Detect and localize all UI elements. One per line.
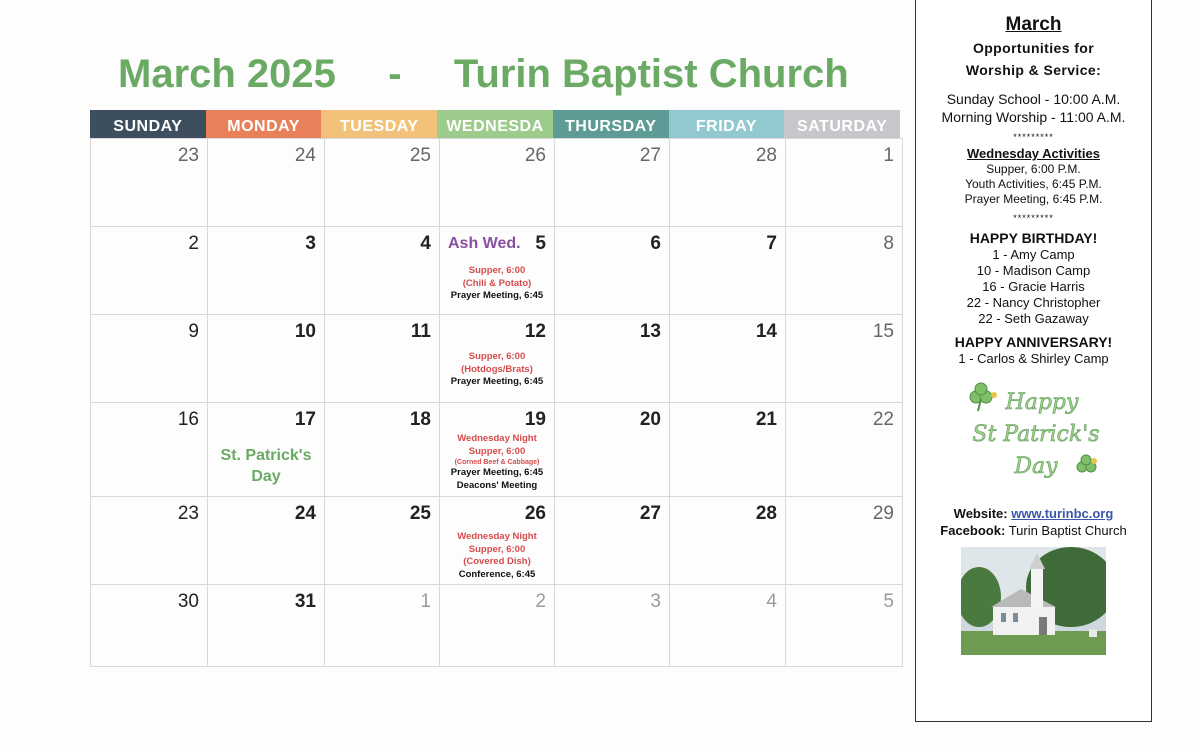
day-cell: [670, 315, 786, 403]
day-number: 22: [872, 409, 894, 430]
event-line: (Hotdogs/Brats): [461, 363, 533, 375]
event-line: Prayer Meeting, 6:45: [450, 290, 544, 301]
day-cell: [786, 403, 903, 497]
anniversary-heading: HAPPY ANNIVERSARY!: [954, 334, 1113, 350]
day-number: 6: [650, 233, 661, 254]
day-number: 31: [294, 591, 316, 612]
day-cell: [208, 497, 325, 585]
day-cell: [91, 497, 208, 585]
event-block: [440, 351, 554, 389]
day-number: 4: [420, 233, 431, 254]
title-month: March 2025: [118, 52, 336, 96]
day-number: 28: [755, 145, 777, 166]
day-cell: [670, 497, 786, 585]
day-number: 23: [177, 503, 199, 524]
church-photo: [961, 547, 1106, 655]
day-cell: [555, 139, 670, 227]
day-number: 26: [524, 145, 546, 166]
birthday-item: 16 - Gracie Harris: [982, 279, 1085, 294]
day-cell: [208, 315, 325, 403]
day-number: 5: [535, 233, 546, 254]
day-cell: [208, 585, 325, 667]
weekday-friday: FRIDAY: [669, 110, 785, 138]
day-cell: [786, 227, 903, 315]
event-line: Supper, 6:00: [468, 265, 526, 276]
st-patricks-day-label: [208, 445, 324, 487]
weekday-wednesday: WEDNESDA: [437, 110, 553, 138]
day-number: 20: [639, 409, 661, 430]
calendar-title: [118, 52, 849, 97]
gold-dot-icon: [1091, 458, 1097, 464]
event-line: Supper, 6:00: [468, 445, 526, 457]
sidebar-opp-line2: Worship & Service:: [965, 62, 1102, 78]
day-number: 1: [883, 145, 894, 166]
day-number: 24: [294, 145, 316, 166]
day-number: 30: [177, 591, 199, 612]
day-number: 21: [755, 409, 777, 430]
day-number: 1: [420, 591, 431, 612]
ash-wednesday-label: Ash Wed.: [448, 235, 521, 252]
event-line: Deacons' Meeting: [456, 479, 538, 491]
weekday-tuesday: TUESDAY: [321, 110, 437, 138]
event-block: [440, 265, 554, 303]
birthday-item: 10 - Madison Camp: [976, 263, 1091, 278]
weekday-thursday: THURSDAY: [553, 110, 669, 138]
event-line: (Chili & Potato): [462, 277, 532, 289]
day-cell: [670, 139, 786, 227]
day-cell: [786, 585, 903, 667]
event-line: Wednesday Night: [457, 531, 537, 542]
day-number: 12: [524, 321, 546, 342]
st-patricks-day-art: [964, 381, 1104, 491]
calendar-grid: [90, 138, 903, 667]
day-cell: [786, 139, 903, 227]
event-block: [440, 433, 554, 492]
art-text-happy: Happy: [1005, 390, 1078, 415]
day-cell: [670, 227, 786, 315]
event-line: Wednesday Night: [457, 433, 537, 444]
divider-stars: *********: [1013, 132, 1054, 142]
day-number: 13: [639, 321, 661, 342]
event-line: Prayer Meeting, 6:45: [450, 467, 544, 478]
day-number: 27: [639, 145, 661, 166]
day-cell: [555, 315, 670, 403]
divider-stars-2: *********: [1013, 213, 1054, 223]
weekday-monday: MONDAY: [206, 110, 322, 138]
day-number: 19: [524, 409, 546, 430]
event-line: (Covered Dish): [463, 556, 531, 567]
day-number: 14: [755, 321, 777, 342]
day-cell: [555, 585, 670, 667]
day-cell: [440, 497, 555, 585]
day-cell: [555, 497, 670, 585]
day-number: 15: [872, 321, 894, 342]
shamrock-icon: [970, 383, 992, 411]
day-cell: [670, 403, 786, 497]
morning-worship: Morning Worship - 11:00 A.M.: [941, 109, 1126, 125]
day-cell: [440, 227, 555, 315]
day-cell: [208, 227, 325, 315]
day-number: 3: [650, 591, 661, 612]
day-cell: [91, 315, 208, 403]
st-patricks-line1: St. Patrick's: [220, 447, 312, 464]
day-number: 8: [883, 233, 894, 254]
day-number: 27: [639, 503, 661, 524]
day-cell: [325, 139, 440, 227]
day-cell: [670, 585, 786, 667]
birthday-item: 22 - Seth Gazaway: [978, 311, 1089, 326]
weekday-sunday: SUNDAY: [90, 110, 206, 138]
day-cell: [325, 585, 440, 667]
day-number: 18: [409, 409, 431, 430]
day-number: 29: [872, 503, 894, 524]
day-cell: [555, 403, 670, 497]
day-cell: [440, 139, 555, 227]
day-cell: [91, 585, 208, 667]
day-cell: [440, 403, 555, 497]
website-line: [916, 505, 1151, 522]
weekday-header: [90, 110, 900, 138]
day-cell: [325, 315, 440, 403]
facebook-label: Facebook:: [940, 523, 1006, 538]
day-cell: [786, 315, 903, 403]
day-number: 5: [883, 591, 894, 612]
day-cell: [91, 403, 208, 497]
art-text-stpatricks: St Patrick's: [971, 422, 1100, 447]
event-line: Prayer Meeting, 6:45: [450, 376, 544, 387]
day-number: 9: [188, 321, 199, 342]
day-number: 25: [409, 145, 431, 166]
weekday-saturday: SATURDAY: [784, 110, 900, 138]
wednesday-activities-heading: Wednesday Activities: [967, 146, 1100, 161]
wed-prayer: Prayer Meeting, 6:45 P.M.: [964, 192, 1103, 206]
title-church: Turin Baptist Church: [453, 52, 849, 96]
day-number: 25: [409, 503, 431, 524]
event-line: Supper, 6:00: [468, 543, 526, 555]
day-number: 2: [188, 233, 199, 254]
event-block: [440, 531, 554, 581]
day-cell: [91, 139, 208, 227]
day-cell: [325, 497, 440, 585]
birthday-item: 22 - Nancy Christopher: [966, 295, 1101, 310]
day-cell: [325, 403, 440, 497]
facebook-line: [916, 522, 1151, 539]
sidebar-month: March: [1005, 14, 1062, 35]
day-number: 3: [305, 233, 316, 254]
day-cell: [440, 315, 555, 403]
website-link[interactable]: www.turinbc.org: [1011, 506, 1114, 521]
day-number: 16: [177, 409, 199, 430]
day-number: 23: [177, 145, 199, 166]
day-cell: [91, 227, 208, 315]
day-cell: [555, 227, 670, 315]
wed-youth: Youth Activities, 6:45 P.M.: [965, 177, 1102, 191]
day-cell: [325, 227, 440, 315]
gold-dot-icon: [991, 392, 997, 398]
birthday-item: 1 - Amy Camp: [992, 247, 1075, 262]
st-patricks-line2: Day: [251, 468, 281, 485]
anniversary-item: 1 - Carlos & Shirley Camp: [958, 351, 1109, 366]
day-cell: [208, 139, 325, 227]
day-cell: [440, 585, 555, 667]
day-number: 2: [535, 591, 546, 612]
day-number: 7: [766, 233, 777, 254]
art-text-day: Day: [1013, 454, 1058, 479]
event-line: (Corned Beef & Cabbage): [454, 459, 540, 466]
event-line: Conference, 6:45: [458, 568, 536, 580]
day-number: 4: [766, 591, 777, 612]
day-number: 17: [294, 409, 316, 430]
day-number: 24: [294, 503, 316, 524]
day-cell: [786, 497, 903, 585]
sunday-school: Sunday School - 10:00 A.M.: [946, 91, 1121, 107]
birthday-heading: HAPPY BIRTHDAY!: [969, 230, 1098, 246]
wed-supper: Supper, 6:00 P.M.: [986, 162, 1081, 176]
info-sidebar: [915, 0, 1152, 722]
day-number: 11: [410, 321, 431, 342]
facebook-value: Turin Baptist Church: [1008, 523, 1127, 538]
day-cell: [208, 403, 325, 497]
sidebar-opp-line1: Opportunities for: [972, 40, 1095, 56]
day-number: 26: [524, 503, 546, 524]
title-separator: -: [388, 52, 402, 96]
website-label: Website:: [953, 506, 1008, 521]
day-number: 10: [294, 321, 316, 342]
event-line: Supper, 6:00: [468, 351, 526, 362]
day-number: 28: [755, 503, 777, 524]
